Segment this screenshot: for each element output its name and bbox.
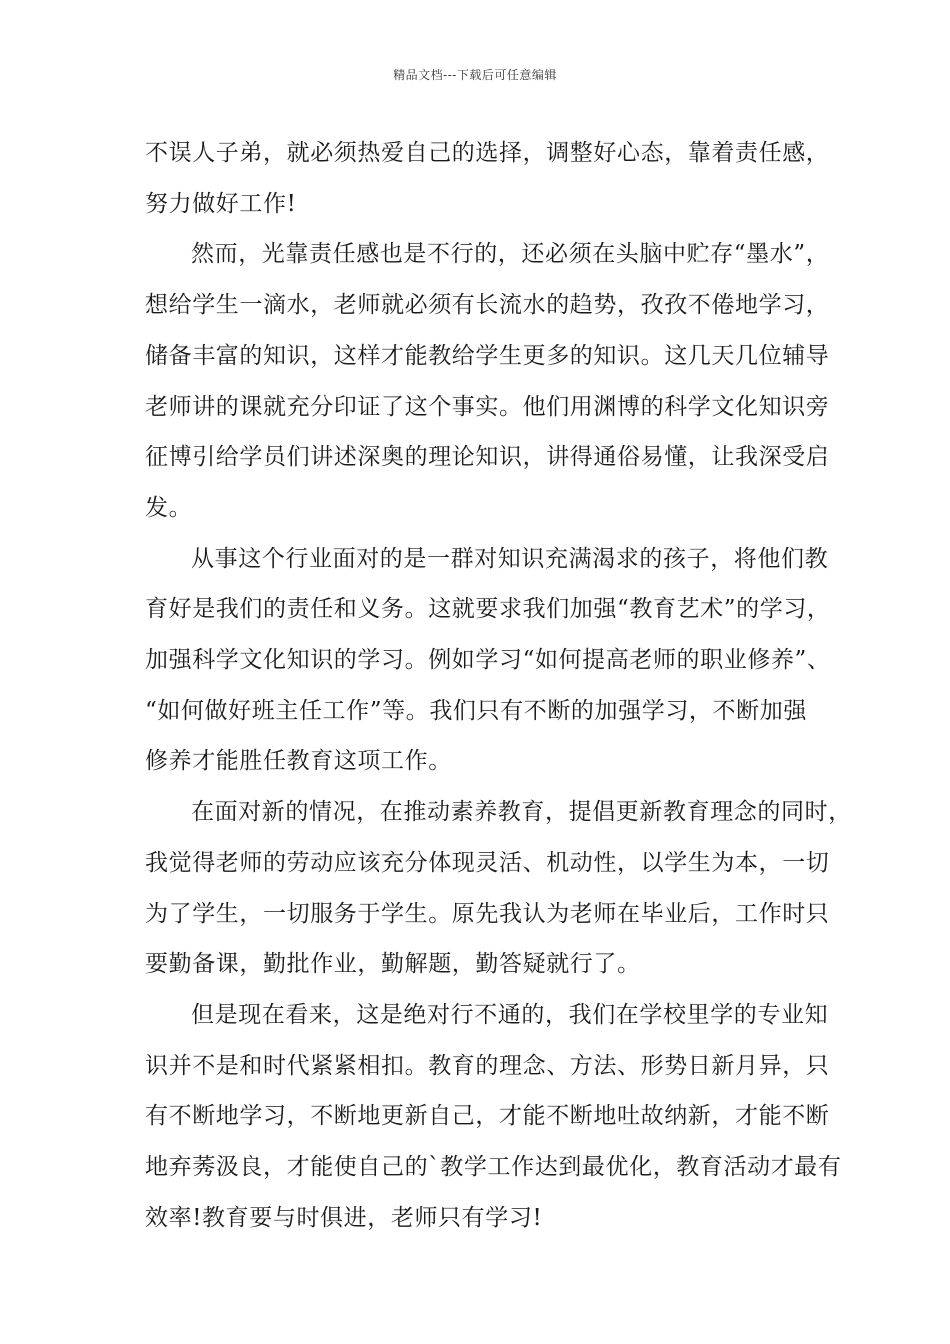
- text-line: 发。: [145, 494, 193, 521]
- text-line: 要勤备课，勤批作业，勤解题，勤答疑就行了。: [145, 951, 641, 978]
- text-line: 在面对新的情况，在推动素养教育，提倡更新教育理念的同时，: [191, 799, 852, 826]
- text-line: 加强科学文化知识的学习。例如学习“如何提高老师的职业修养”、: [145, 647, 831, 674]
- text-line: 识并不是和时代紧紧相扣。教育的理念、方法、形势日新月异，只: [145, 1052, 830, 1079]
- text-line: 育好是我们的责任和义务。这就要求我们加强“教育艺术”的学习，: [145, 596, 831, 623]
- text-line: 但是现在看来，这是绝对行不通的，我们在学校里学的专业知: [191, 1001, 829, 1028]
- paragraph-4: [145, 787, 852, 990]
- text-line: 效率!教育要与时俱进，老师只有学习!: [145, 1204, 543, 1231]
- text-line: 老师讲的课就充分印证了这个事实。他们用渊博的科学文化知识旁: [145, 393, 830, 420]
- text-line: 从事这个行业面对的是一群对知识充满渴求的孩子，将他们教: [191, 545, 829, 572]
- text-line: 修养才能胜任教育这项工作。: [145, 748, 452, 775]
- text-line: “如何做好班主任工作”等。我们只有不断的加强学习，不断加强: [145, 697, 807, 724]
- text-line: 储备丰富的知识，这样才能教给学生更多的知识。这几天几位辅导: [145, 342, 830, 369]
- text-line: 我觉得老师的劳动应该充分体现灵活、机动性，以学生为本，一切: [145, 849, 830, 876]
- text-line: 有不断地学习，不断地更新自己，才能不断地吐故纳新，才能不断: [145, 1103, 830, 1130]
- paragraph-2: [145, 229, 835, 533]
- text-line: 不误人子弟，就必须热爱自己的选择，调整好心态，靠着责任感，: [145, 140, 830, 166]
- document-body: [145, 128, 852, 1243]
- text-line: 为了学生，一切服务于学生。原先我认为老师在毕业后，工作时只: [145, 900, 830, 927]
- text-line: 地弃莠汲良，才能使自己的`教学工作达到最优化，教育活动才最有: [145, 1154, 842, 1181]
- paragraph-5: [145, 990, 842, 1244]
- page-header: 精品文档---下载后可任意编辑: [393, 68, 557, 82]
- text-line: 想给学生一滴水，老师就必须有长流水的趋势，孜孜不倦地学习，: [145, 292, 830, 319]
- text-line: 然而，光靠责任感也是不行的，还必须在头脑中贮存“墨水”，: [191, 241, 830, 268]
- paragraph-1: [145, 128, 835, 229]
- paragraph-3: [145, 534, 835, 788]
- text-line: 努力做好工作!: [145, 190, 297, 217]
- text-line: 征博引给学员们讲述深奥的理论知识，讲得通俗易懂，让我深受启: [145, 444, 830, 471]
